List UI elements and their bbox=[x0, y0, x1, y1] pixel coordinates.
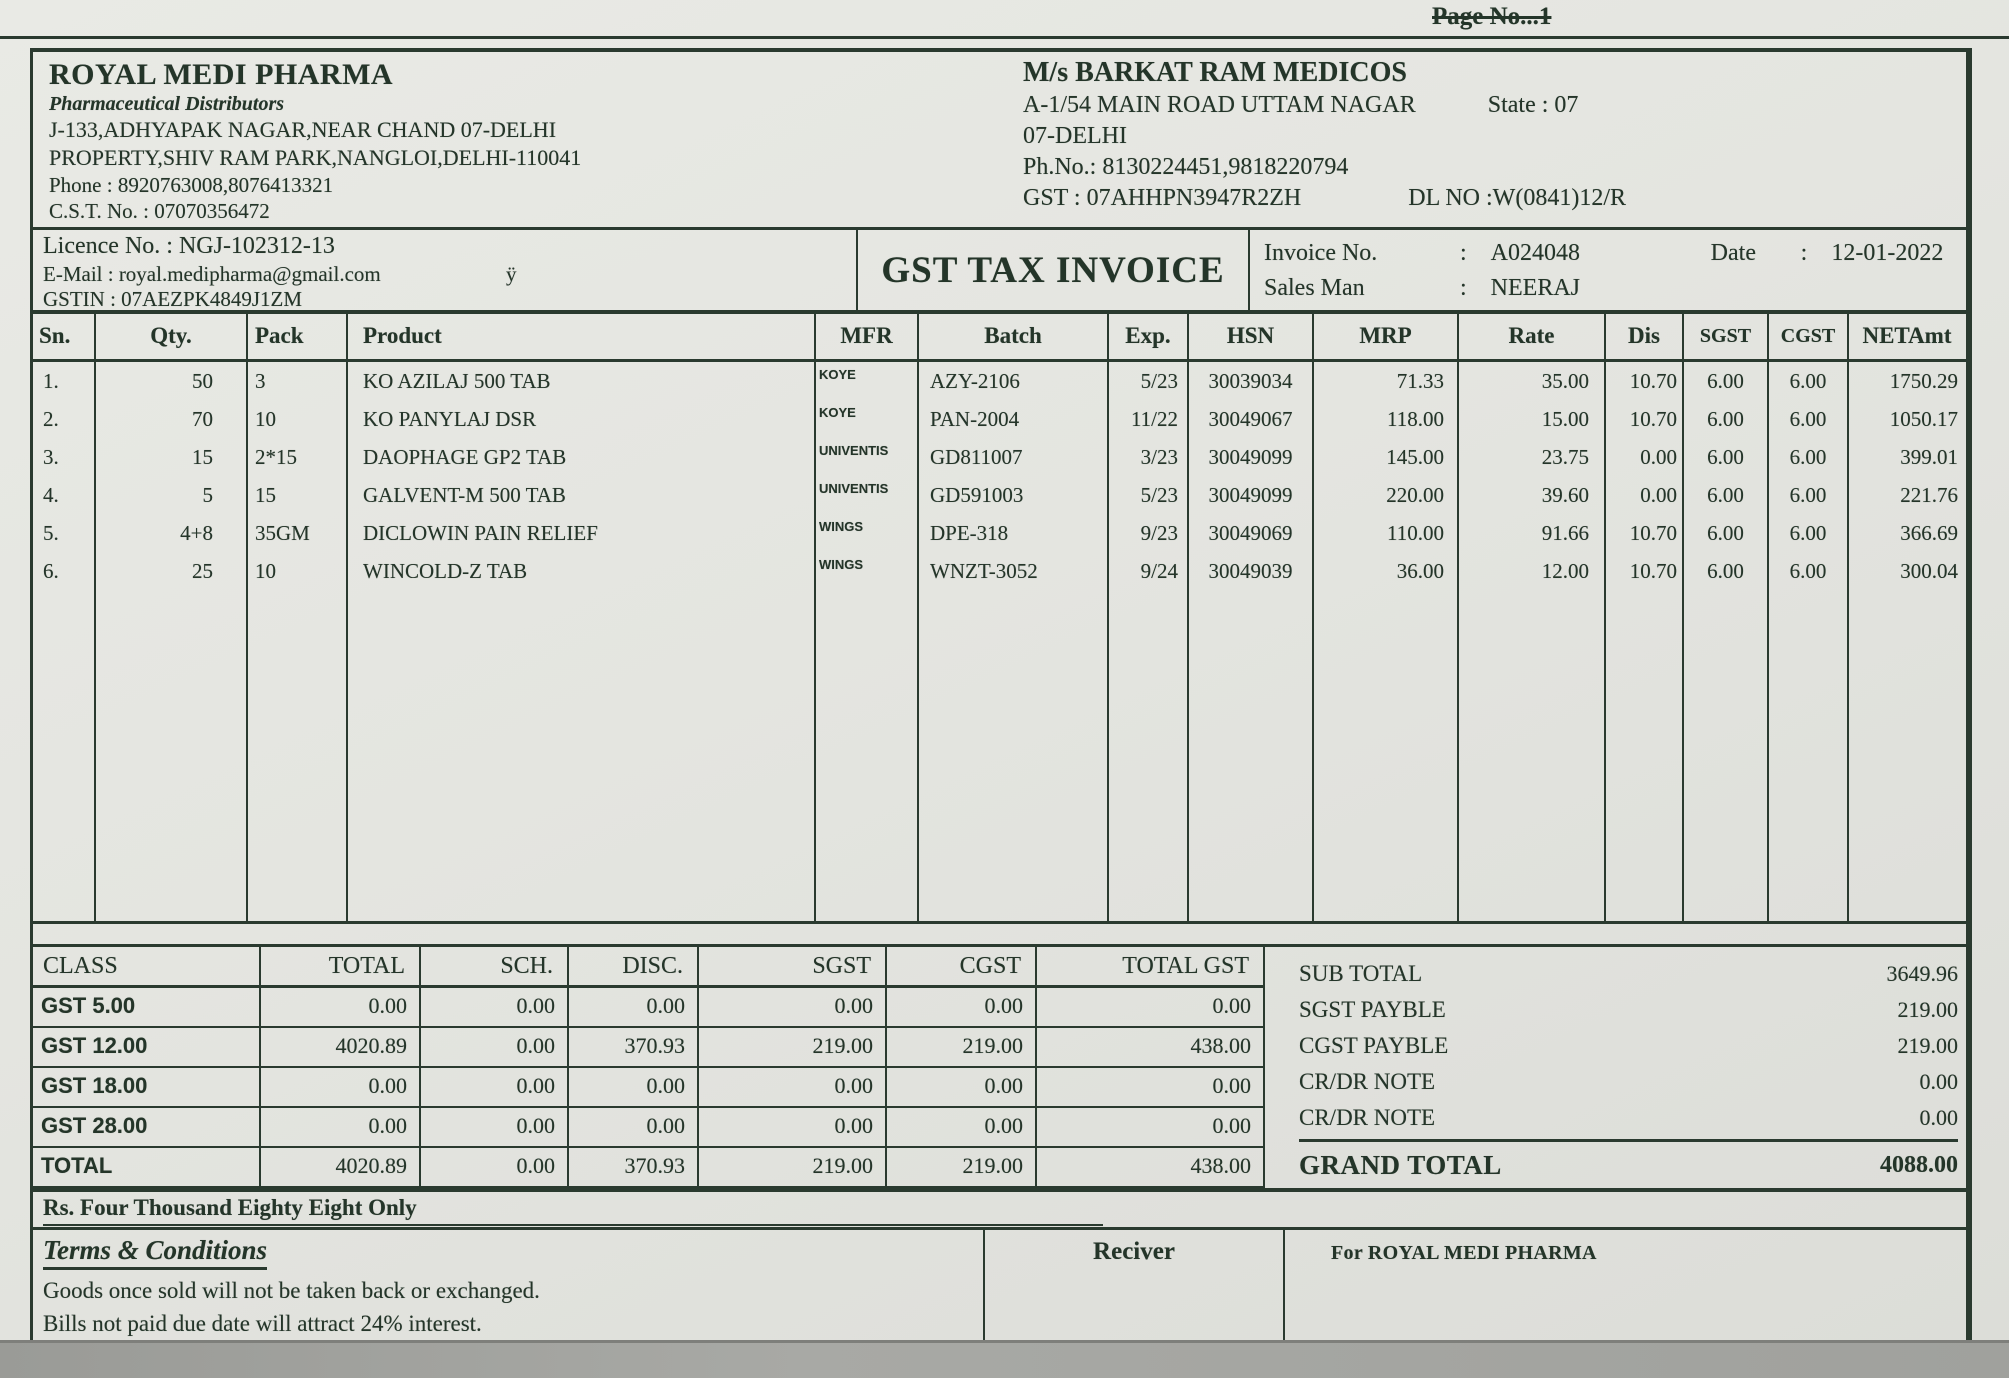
summary-total: 0.00 bbox=[261, 1068, 421, 1106]
section-gap bbox=[33, 924, 1966, 944]
summary-sgst: 0.00 bbox=[699, 988, 887, 1026]
totals-block bbox=[1265, 947, 1966, 1188]
item-exp: 9/23 bbox=[1140, 521, 1178, 545]
item-netamt: 1750.29 bbox=[1889, 369, 1958, 393]
summary-class: GST 5.00 bbox=[33, 988, 261, 1026]
item-dis: 10.70 bbox=[1629, 369, 1677, 393]
summary-row bbox=[33, 1028, 1265, 1068]
salesman-row bbox=[1264, 271, 1966, 306]
item-qty: 70 bbox=[192, 407, 213, 431]
salesman-value: NEERAJ bbox=[1490, 275, 1581, 301]
top-rule bbox=[0, 36, 2009, 39]
summary-row bbox=[33, 1108, 1265, 1148]
item-netamt: 399.01 bbox=[1900, 445, 1958, 469]
item-cgst: 6.00 bbox=[1789, 559, 1827, 583]
summary-class: GST 12.00 bbox=[33, 1028, 261, 1066]
item-qty: 5 bbox=[202, 483, 213, 507]
item-rate: 39.60 bbox=[1541, 483, 1589, 507]
item-mrp: 145.00 bbox=[1386, 445, 1444, 469]
item-hsn: 30049067 bbox=[1208, 407, 1293, 431]
totals-row bbox=[1299, 1065, 1958, 1101]
column-rule bbox=[246, 314, 248, 921]
item-rate: 35.00 bbox=[1541, 369, 1589, 393]
invoice-border-box bbox=[30, 48, 1972, 1340]
item-rate: 23.75 bbox=[1541, 445, 1589, 469]
item-qty: 25 bbox=[192, 559, 213, 583]
totals-value: 0.00 bbox=[1919, 1105, 1958, 1130]
item-mrp: 118.00 bbox=[1387, 407, 1444, 431]
summary-sch: 0.00 bbox=[421, 1148, 569, 1186]
totals-label: CR/DR NOTE bbox=[1299, 1069, 1436, 1094]
item-product: KO PANYLAJ DSR bbox=[363, 407, 537, 431]
items-table-body bbox=[33, 362, 1966, 924]
col-header-mrp: MRP bbox=[1359, 323, 1412, 348]
grand-total-label: GRAND TOTAL bbox=[1299, 1150, 1502, 1180]
buyer-address-1 bbox=[1023, 90, 1966, 121]
col-header-sgst: SGST bbox=[1699, 325, 1752, 347]
item-pack: 10 bbox=[255, 407, 276, 431]
item-row bbox=[33, 514, 1966, 552]
totals-value: 0.00 bbox=[1919, 1069, 1958, 1094]
item-hsn: 30049069 bbox=[1208, 521, 1293, 545]
summary-class: GST 28.00 bbox=[33, 1108, 261, 1146]
summary-cgst: 0.00 bbox=[887, 1108, 1037, 1146]
item-dis: 10.70 bbox=[1629, 521, 1677, 545]
item-sn: 2. bbox=[43, 407, 59, 431]
summary-row bbox=[33, 988, 1265, 1028]
item-product: DICLOWIN PAIN RELIEF bbox=[363, 521, 598, 545]
summary-col-total-gst: TOTAL GST bbox=[1037, 947, 1265, 985]
item-dis: 0.00 bbox=[1640, 483, 1677, 507]
summary-col-total: TOTAL bbox=[261, 947, 421, 985]
item-sn: 6. bbox=[43, 559, 59, 583]
invoice-date-label: Date bbox=[1710, 240, 1756, 266]
item-qty: 15 bbox=[192, 445, 213, 469]
header-section bbox=[33, 52, 1966, 230]
title-band bbox=[33, 230, 1966, 314]
grand-total-row bbox=[1299, 1139, 1958, 1187]
invoice-title: GST TAX INVOICE bbox=[858, 230, 1250, 310]
item-mrp: 220.00 bbox=[1386, 483, 1444, 507]
summary-total: 4020.89 bbox=[261, 1028, 421, 1066]
gst-class-table-header bbox=[33, 947, 1265, 988]
item-pack: 10 bbox=[255, 559, 276, 583]
seller-name: ROYAL MEDI PHARMA bbox=[49, 58, 394, 91]
item-netamt: 1050.17 bbox=[1889, 407, 1958, 431]
summary-total: 0.00 bbox=[261, 1108, 421, 1146]
buyer-phone: Ph.No.: 8130224451,9818220794 bbox=[1023, 154, 1349, 180]
item-netamt: 300.04 bbox=[1900, 559, 1958, 583]
salesman-label: Sales Man bbox=[1264, 275, 1365, 301]
summary-cgst: 219.00 bbox=[887, 1028, 1037, 1066]
item-cgst: 6.00 bbox=[1789, 521, 1827, 545]
item-exp: 5/23 bbox=[1140, 483, 1178, 507]
summary-cgst: 0.00 bbox=[887, 1068, 1037, 1106]
summary-col-cgst: CGST bbox=[887, 947, 1037, 985]
item-exp: 9/24 bbox=[1140, 559, 1178, 583]
summary-total-gst: 0.00 bbox=[1037, 1068, 1265, 1106]
buyer-gst: GST : 07AHHPN3947R2ZH bbox=[1023, 185, 1302, 211]
col-header-exp: Exp. bbox=[1125, 323, 1171, 348]
item-hsn: 30049099 bbox=[1208, 445, 1293, 469]
item-pack: 35GM bbox=[255, 521, 310, 545]
item-batch: PAN-2004 bbox=[930, 407, 1020, 431]
item-pack: 15 bbox=[255, 483, 276, 507]
summary-total: 0.00 bbox=[261, 988, 421, 1026]
summary-sch: 0.00 bbox=[421, 1068, 569, 1106]
item-row bbox=[33, 476, 1966, 514]
footer-section bbox=[33, 1227, 1966, 1340]
item-sn: 4. bbox=[43, 483, 59, 507]
colon: : bbox=[1800, 240, 1808, 266]
item-product: DAOPHAGE GP2 TAB bbox=[363, 445, 567, 469]
item-dis: 10.70 bbox=[1629, 407, 1677, 431]
summary-section bbox=[33, 944, 1966, 1192]
item-mfr: UNIVENTIS bbox=[819, 481, 889, 496]
item-batch: DPE-318 bbox=[930, 521, 1009, 545]
item-batch: GD591003 bbox=[930, 483, 1024, 507]
column-rule bbox=[1457, 314, 1459, 921]
item-qty: 4+8 bbox=[180, 521, 213, 545]
item-sgst: 6.00 bbox=[1707, 369, 1744, 393]
column-rule bbox=[1847, 314, 1849, 921]
item-netamt: 366.69 bbox=[1900, 521, 1958, 545]
invoice-date-value: 12-01-2022 bbox=[1831, 240, 1944, 266]
column-rule bbox=[814, 314, 816, 921]
item-mrp: 110.00 bbox=[1387, 521, 1444, 545]
totals-row bbox=[1299, 1101, 1958, 1137]
summary-disc: 0.00 bbox=[569, 988, 699, 1026]
amount-in-words-row bbox=[33, 1192, 1966, 1227]
item-sgst: 6.00 bbox=[1707, 559, 1744, 583]
col-header-sn: Sn. bbox=[39, 323, 71, 348]
buyer-address-text: A-1/54 MAIN ROAD UTTAM NAGAR bbox=[1023, 92, 1416, 118]
terms-title: Terms & Conditions bbox=[43, 1234, 267, 1270]
item-netamt: 221.76 bbox=[1900, 483, 1958, 507]
summary-sgst: 0.00 bbox=[699, 1108, 887, 1146]
item-exp: 11/22 bbox=[1130, 407, 1178, 431]
totals-value: 219.00 bbox=[1897, 1033, 1958, 1058]
summary-sgst: 0.00 bbox=[699, 1068, 887, 1106]
col-header-mfr: MFR bbox=[840, 323, 893, 348]
buyer-name: M/s BARKAT RAM MEDICOS bbox=[1023, 57, 1407, 88]
terms-block bbox=[33, 1230, 985, 1340]
item-pack: 3 bbox=[255, 369, 266, 393]
seller-registration-block bbox=[33, 230, 858, 310]
summary-total-gst: 0.00 bbox=[1037, 988, 1265, 1026]
column-rule bbox=[1682, 314, 1684, 921]
invoice-meta-block bbox=[1250, 230, 1966, 310]
item-sn: 1. bbox=[43, 369, 59, 393]
seller-address-1: J-133,ADHYAPAK NAGAR,NEAR CHAND 07-DELHI bbox=[49, 117, 557, 142]
seller-phone: Phone : 8920763008,8076413321 bbox=[49, 173, 334, 197]
item-cgst: 6.00 bbox=[1789, 369, 1827, 393]
item-product: WINCOLD-Z TAB bbox=[363, 559, 528, 583]
buyer-city: 07-DELHI bbox=[1023, 123, 1127, 149]
item-row bbox=[33, 552, 1966, 590]
seller-block bbox=[33, 52, 993, 227]
summary-disc: 370.93 bbox=[569, 1028, 699, 1066]
summary-sch: 0.00 bbox=[421, 988, 569, 1026]
column-rule bbox=[1107, 314, 1109, 921]
seller-email: E-Mail : royal.medipharma@gmail.com bbox=[43, 262, 381, 286]
summary-row bbox=[33, 1068, 1265, 1108]
item-mrp: 71.33 bbox=[1396, 369, 1444, 393]
summary-total-gst: 0.00 bbox=[1037, 1108, 1265, 1146]
page-number: Page No...1 bbox=[1432, 3, 1552, 30]
item-batch: GD811007 bbox=[930, 445, 1023, 469]
totals-label: SUB TOTAL bbox=[1299, 961, 1423, 986]
item-batch: AZY-2106 bbox=[930, 369, 1020, 393]
summary-sch: 0.00 bbox=[421, 1108, 569, 1146]
gst-class-table bbox=[33, 947, 1265, 1188]
column-rule bbox=[94, 314, 96, 921]
totals-row bbox=[1299, 993, 1958, 1029]
column-rule bbox=[346, 314, 348, 921]
item-rate: 15.00 bbox=[1541, 407, 1589, 431]
buyer-state: State : 07 bbox=[1487, 92, 1579, 118]
summary-total-gst: 438.00 bbox=[1037, 1148, 1265, 1186]
item-batch: WNZT-3052 bbox=[930, 559, 1038, 583]
col-header-dis: Dis bbox=[1628, 323, 1660, 348]
item-row bbox=[33, 362, 1966, 400]
item-hsn: 30049039 bbox=[1208, 559, 1293, 583]
summary-row bbox=[33, 1148, 1265, 1188]
terms-line-2: Bills not paid due date will attract 24% interest. bbox=[43, 1311, 482, 1336]
item-rate: 12.00 bbox=[1541, 559, 1589, 583]
column-rule bbox=[1604, 314, 1606, 921]
summary-sgst: 219.00 bbox=[699, 1028, 887, 1066]
invoice-no-value: A024048 bbox=[1490, 240, 1581, 266]
item-exp: 5/23 bbox=[1140, 369, 1178, 393]
signatory-label: For ROYAL MEDI PHARMA bbox=[1331, 1242, 1597, 1264]
item-product: KO AZILAJ 500 TAB bbox=[363, 369, 551, 393]
grand-total-value: 4088.00 bbox=[1880, 1152, 1958, 1178]
seller-address-2: PROPERTY,SHIV RAM PARK,NANGLOI,DELHI-110041 bbox=[49, 145, 582, 170]
scan-artifact-glyph: ÿ bbox=[506, 262, 517, 286]
col-header-batch: Batch bbox=[984, 323, 1042, 348]
summary-disc: 0.00 bbox=[569, 1108, 699, 1146]
item-hsn: 30049099 bbox=[1208, 483, 1293, 507]
totals-label: CR/DR NOTE bbox=[1299, 1105, 1436, 1130]
item-sgst: 6.00 bbox=[1707, 407, 1744, 431]
items-table bbox=[33, 314, 1966, 924]
totals-label: CGST PAYBLE bbox=[1299, 1033, 1449, 1058]
buyer-gst-dl bbox=[1023, 183, 1966, 214]
item-dis: 0.00 bbox=[1640, 445, 1677, 469]
summary-col-sch: SCH. bbox=[421, 947, 569, 985]
item-sgst: 6.00 bbox=[1707, 521, 1744, 545]
item-sgst: 6.00 bbox=[1707, 483, 1744, 507]
colon: : bbox=[1460, 240, 1467, 266]
item-cgst: 6.00 bbox=[1789, 445, 1827, 469]
totals-row bbox=[1299, 1029, 1958, 1065]
totals-row bbox=[1299, 957, 1958, 993]
summary-total-gst: 438.00 bbox=[1037, 1028, 1265, 1066]
column-rule bbox=[1767, 314, 1769, 921]
summary-class: TOTAL bbox=[33, 1148, 261, 1186]
item-row bbox=[33, 438, 1966, 476]
summary-sgst: 219.00 bbox=[699, 1148, 887, 1186]
terms-line-1: Goods once sold will not be taken back or exchanged. bbox=[43, 1278, 540, 1303]
summary-col-class: CLASS bbox=[33, 947, 261, 985]
colon: : bbox=[1460, 275, 1467, 301]
invoice-no-label: Invoice No. bbox=[1264, 240, 1378, 266]
column-rule bbox=[1187, 314, 1189, 921]
gst-class-table-body bbox=[33, 988, 1265, 1188]
item-row bbox=[33, 400, 1966, 438]
summary-cgst: 0.00 bbox=[887, 988, 1037, 1026]
seller-gstin: GSTIN : 07AEZPK4849J1ZM bbox=[43, 287, 303, 311]
item-exp: 3/23 bbox=[1140, 445, 1178, 469]
items-table-header bbox=[33, 314, 1966, 362]
item-rate: 91.66 bbox=[1541, 521, 1589, 545]
seller-email-line bbox=[43, 261, 856, 287]
scanner-background bbox=[0, 1340, 2009, 1378]
col-header-product: Product bbox=[363, 323, 442, 348]
item-mfr: WINGS bbox=[819, 519, 864, 534]
summary-col-disc: DISC. bbox=[569, 947, 699, 985]
summary-total: 4020.89 bbox=[261, 1148, 421, 1186]
item-mrp: 36.00 bbox=[1396, 559, 1444, 583]
col-header-pack: Pack bbox=[255, 323, 304, 348]
item-cgst: 6.00 bbox=[1789, 483, 1827, 507]
item-sn: 3. bbox=[43, 445, 59, 469]
summary-sch: 0.00 bbox=[421, 1028, 569, 1066]
item-sn: 5. bbox=[43, 521, 59, 545]
item-pack: 2*15 bbox=[255, 445, 297, 469]
col-header-hsn: HSN bbox=[1226, 323, 1275, 348]
item-mfr: KOYE bbox=[819, 367, 856, 382]
summary-disc: 370.93 bbox=[569, 1148, 699, 1186]
totals-value: 219.00 bbox=[1897, 997, 1958, 1022]
col-header-rate: Rate bbox=[1508, 323, 1555, 348]
item-qty: 50 bbox=[192, 369, 213, 393]
item-mfr: KOYE bbox=[819, 405, 856, 420]
item-cgst: 6.00 bbox=[1789, 407, 1827, 431]
invoice-no-row bbox=[1264, 236, 1966, 271]
buyer-block bbox=[993, 52, 1966, 227]
totals-label: SGST PAYBLE bbox=[1299, 997, 1446, 1022]
item-mfr: WINGS bbox=[819, 557, 864, 572]
seller-licence: Licence No. : NGJ-102312-13 bbox=[43, 233, 335, 259]
item-sgst: 6.00 bbox=[1707, 445, 1744, 469]
summary-cgst: 219.00 bbox=[887, 1148, 1037, 1186]
summary-disc: 0.00 bbox=[569, 1068, 699, 1106]
item-product: GALVENT-M 500 TAB bbox=[363, 483, 566, 507]
column-rule bbox=[1312, 314, 1314, 921]
col-header-netamt: NETAmt bbox=[1862, 323, 1952, 348]
col-header-cgst: CGST bbox=[1780, 325, 1836, 347]
buyer-dl-no: DL NO :W(0841)12/R bbox=[1408, 185, 1626, 211]
totals-value: 3649.96 bbox=[1886, 961, 1958, 986]
seller-cst: C.S.T. No. : 07070356472 bbox=[49, 199, 270, 223]
amount-in-words: Rs. Four Thousand Eighty Eight Only bbox=[43, 1192, 1103, 1226]
seller-tagline: Pharmaceutical Distributors bbox=[49, 93, 285, 115]
item-dis: 10.70 bbox=[1629, 559, 1677, 583]
item-mfr: UNIVENTIS bbox=[819, 443, 889, 458]
totals-rows bbox=[1299, 957, 1958, 1137]
col-header-qty: Qty. bbox=[150, 323, 192, 348]
column-rule bbox=[917, 314, 919, 921]
receiver-label: Reciver bbox=[985, 1230, 1285, 1340]
item-hsn: 30039034 bbox=[1208, 369, 1293, 393]
summary-col-sgst: SGST bbox=[699, 947, 887, 985]
summary-class: GST 18.00 bbox=[33, 1068, 261, 1106]
